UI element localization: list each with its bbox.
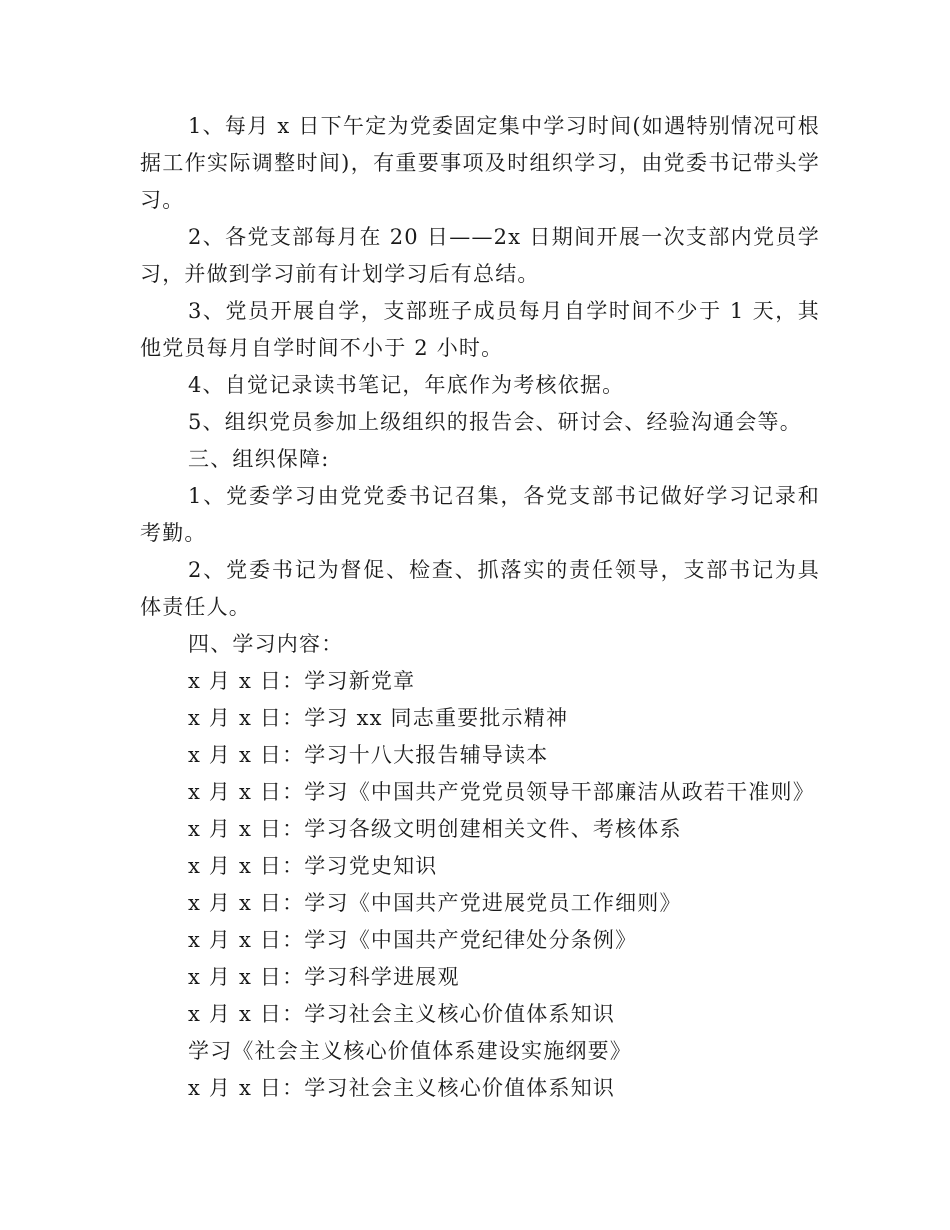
list-item: x 月 x 日：学习十八大报告辅导读本 [188, 743, 549, 767]
list-item: 学习《社会主义核心价值体系建设实施纲要》 [188, 1039, 632, 1063]
paragraph-branch-study: 2、各党支部每月在 20 日——2x 日期间开展一次支部内党员学习，并做到学习前有计划学习后有总结。 [140, 225, 820, 286]
list-item: x 月 x 日：学习各级文明创建相关文件、考核体系 [188, 817, 682, 841]
study-schedule-list [140, 663, 820, 1107]
list-item: x 月 x 日：学习《中国共产党进展党员工作细则》 [188, 891, 682, 915]
section-heading-content: 四、学习内容： [188, 632, 344, 656]
document-body [140, 108, 820, 1107]
list-item: x 月 x 日：学习社会主义核心价值体系知识 [188, 1002, 616, 1026]
paragraph-self-study: 3、党员开展自学，支部班子成员每月自学时间不少于 1 天，其他党员每月自学时间不小于 2 小时。 [140, 299, 820, 360]
paragraph-meetings: 5、组织党员参加上级组织的报告会、研讨会、经验沟通会等。 [188, 410, 802, 434]
paragraph-convener: 1、党委学习由党党委书记召集，各党支部书记做好学习记录和考勤。 [140, 484, 820, 545]
list-item: x 月 x 日：学习新党章 [188, 669, 416, 693]
paragraph-study-time: 1、每月 x 日下午定为党委固定集中学习时间(如遇特别情况可根据工作实际调整时间)，有重要事项及时组织学习，由党委书记带头学习。 [140, 114, 820, 212]
list-item: x 月 x 日：学习社会主义核心价值体系知识 [188, 1076, 616, 1100]
section-heading-organization: 三、组织保障: [188, 447, 330, 471]
list-item: x 月 x 日：学习科学进展观 [188, 965, 460, 989]
paragraph-reading-notes: 4、自觉记录读书笔记，年底作为考核依据。 [188, 373, 625, 397]
list-item: x 月 x 日：学习《中国共产党纪律处分条例》 [188, 928, 638, 952]
paragraph-responsibility: 2、党委书记为督促、检查、抓落实的责任领导，支部书记为具体责任人。 [140, 558, 820, 619]
list-item: x 月 x 日：学习 xx 同志重要批示精神 [188, 706, 569, 730]
list-item: x 月 x 日：学习《中国共产党党员领导干部廉洁从政若干准则》 [188, 780, 815, 804]
list-item: x 月 x 日：学习党史知识 [188, 854, 438, 878]
